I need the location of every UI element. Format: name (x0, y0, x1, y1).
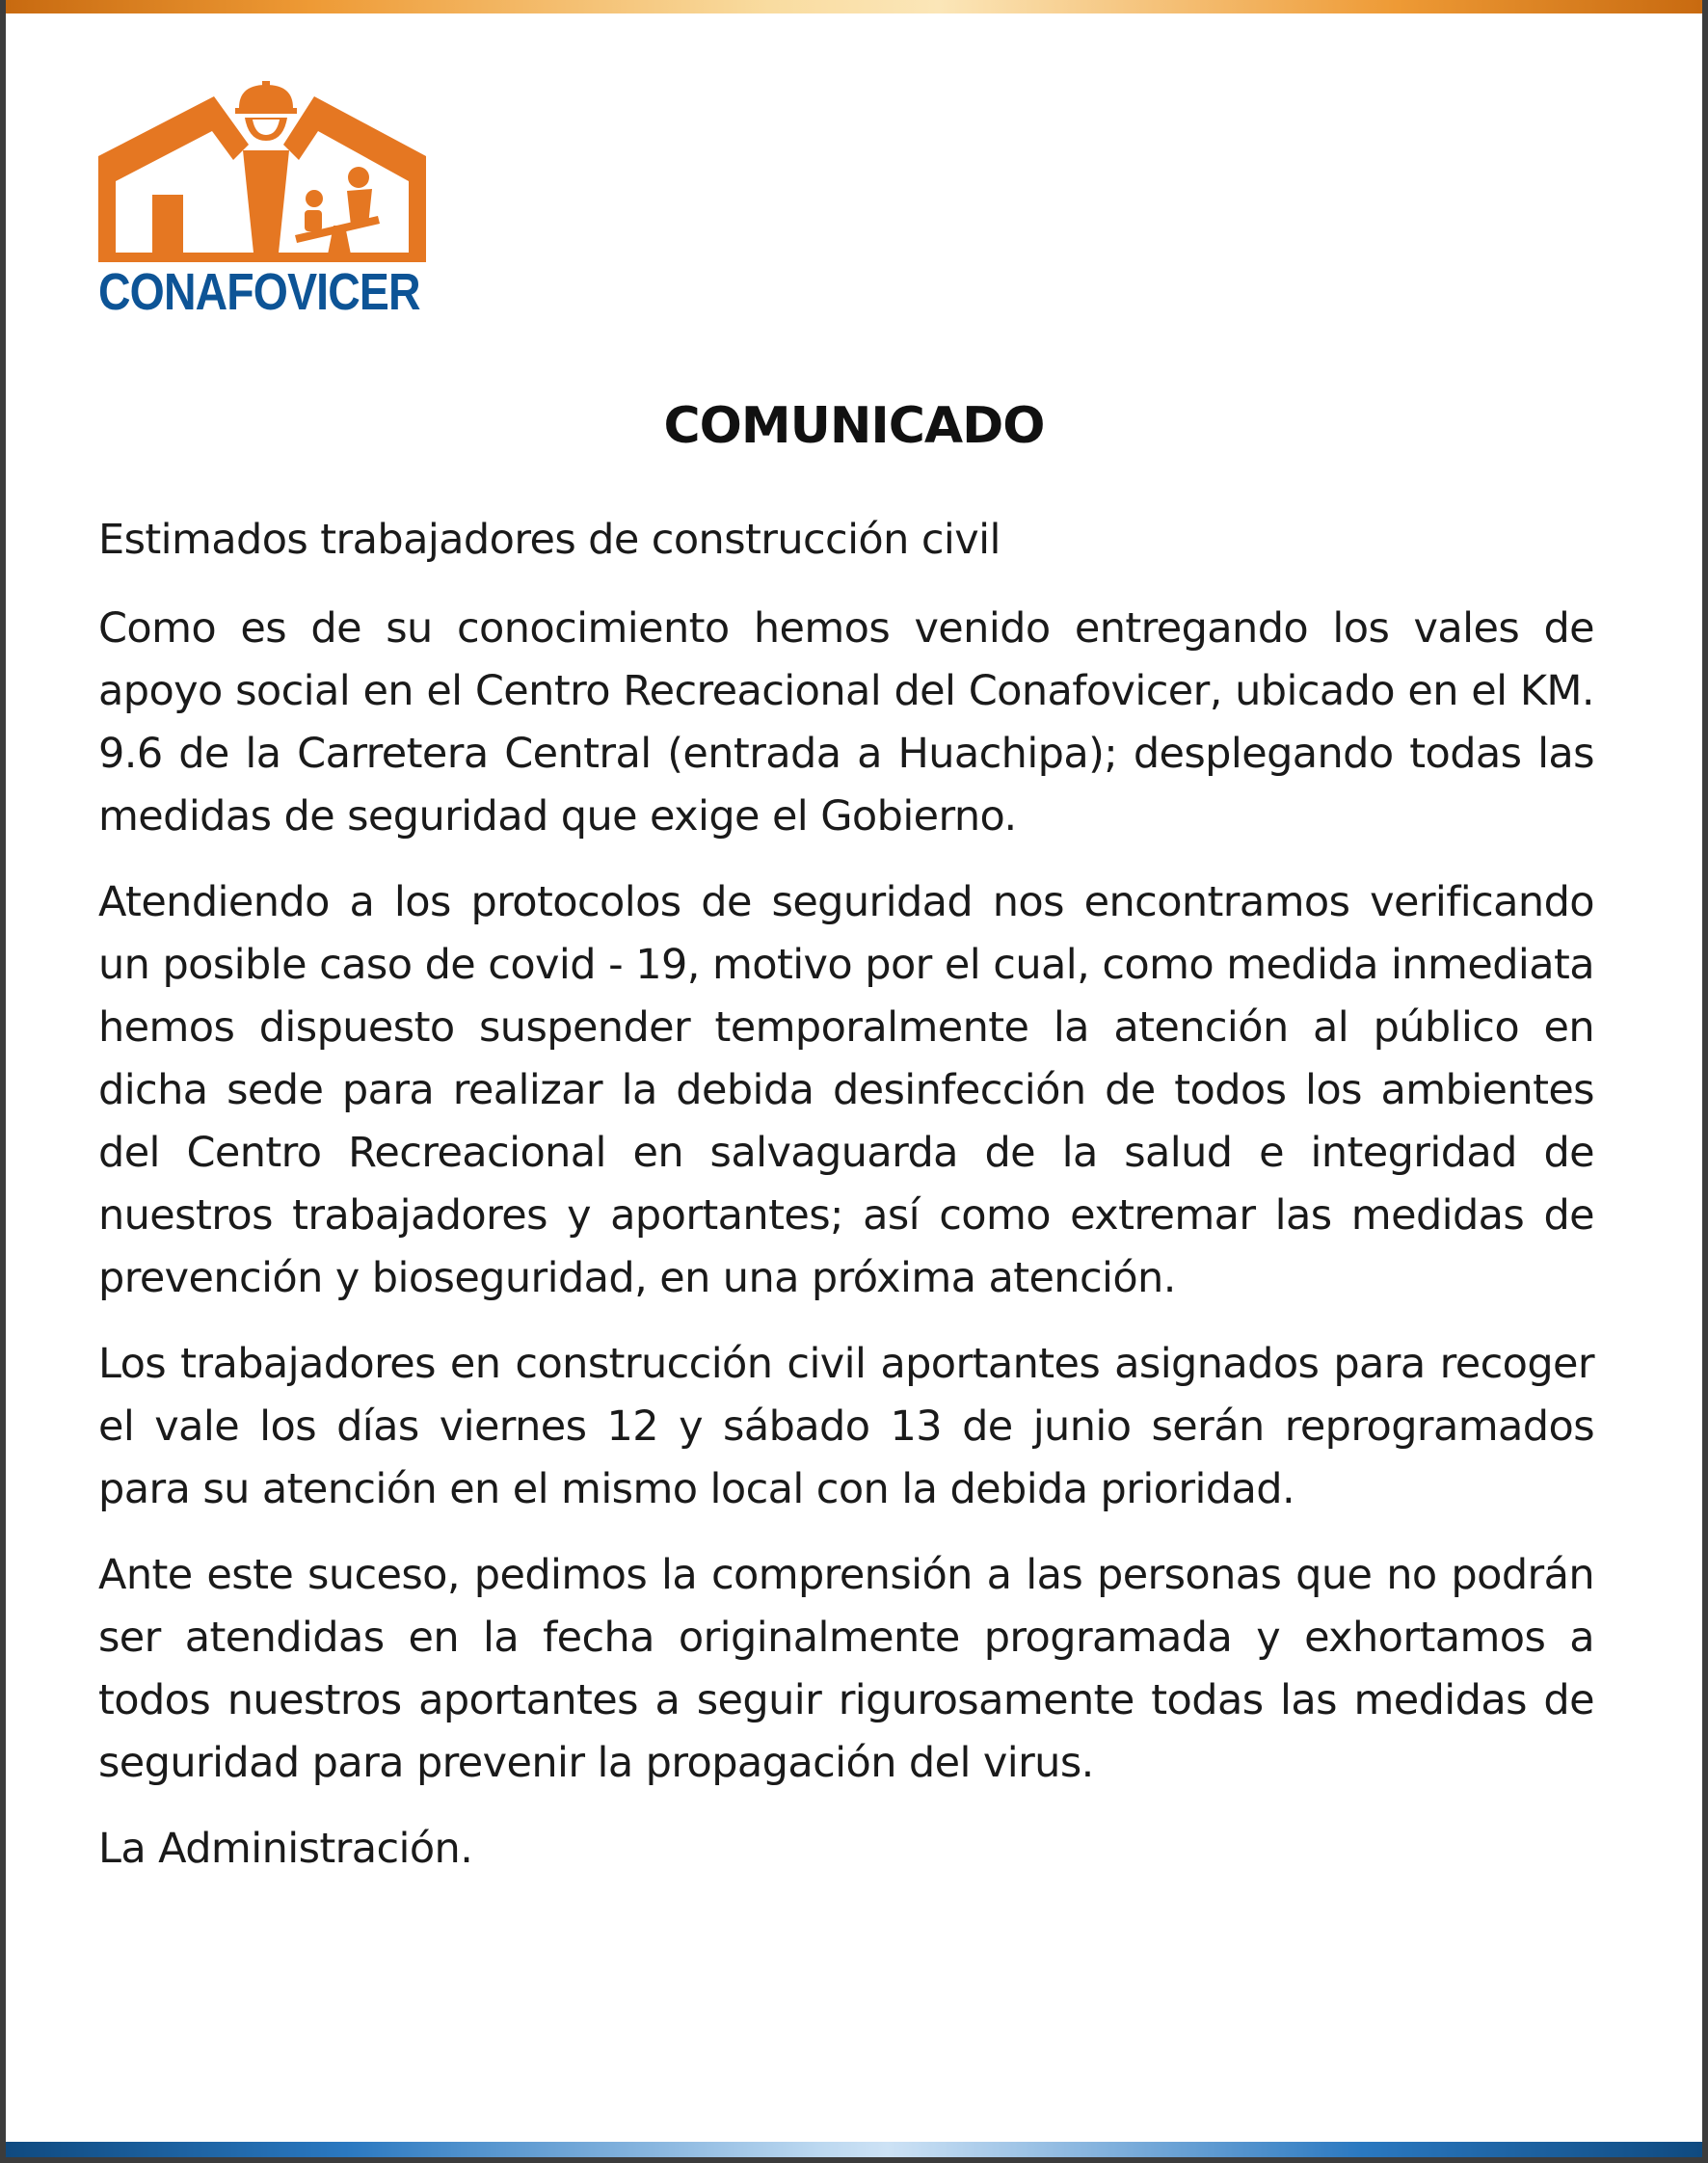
house-worker-family-icon (98, 81, 426, 264)
paragraph: Ante este suceso, pedimos la comprensión a las personas que no podrán ser atendidas en la fecha originalmente programada y exhortamos a todos nuestros aportantes a seguir rigurosamente todas las medidas de seguridad para prevenir la propagación del virus. (98, 1551, 1594, 1787)
greeting: Estimados trabajadores de construcción civil (98, 516, 1001, 564)
page-title: COMUNICADO (663, 397, 1045, 455)
conafovicer-logo (98, 81, 426, 328)
paragraph: Los trabajadores en construcción civil aportantes asignados para recoger el vale los días viernes 12 y sábado 13 de junio serán reprogramados para su atención en el mismo local con la debida prioridad. (98, 1340, 1594, 1513)
paragraph: Como es de su conocimiento hemos venido entregando los vales de apoyo social en el Centro Recreacional del Conafovicer, ubicado en el KM. 9.6 de la Carretera Central (entrada a Huachipa); desplegando todas las medidas de seguridad que exige el Gobierno. (98, 604, 1594, 841)
bottom-accent-bar (6, 2142, 1702, 2157)
signature: La Administración. (98, 1825, 473, 1873)
logo-wordmark: CONAFOVICER (98, 263, 420, 321)
document-page (6, 0, 1702, 2157)
paragraph: Atendiendo a los protocolos de seguridad nos encontramos verificando un posible caso de covid - 19, motivo por el cual, como medida inmediata hemos dispuesto suspender temporalmente la atención al público en dicha sede para realizar la debida desinfección de todos los ambientes del Centro Recreacional en salvaguarda de la salud e integridad de nuestros trabajadores y aportantes; así como extremar las medidas de prevención y bioseguridad, en una próxima atención. (98, 878, 1594, 1302)
letter-body (98, 509, 1594, 1904)
top-accent-bar (6, 0, 1702, 13)
